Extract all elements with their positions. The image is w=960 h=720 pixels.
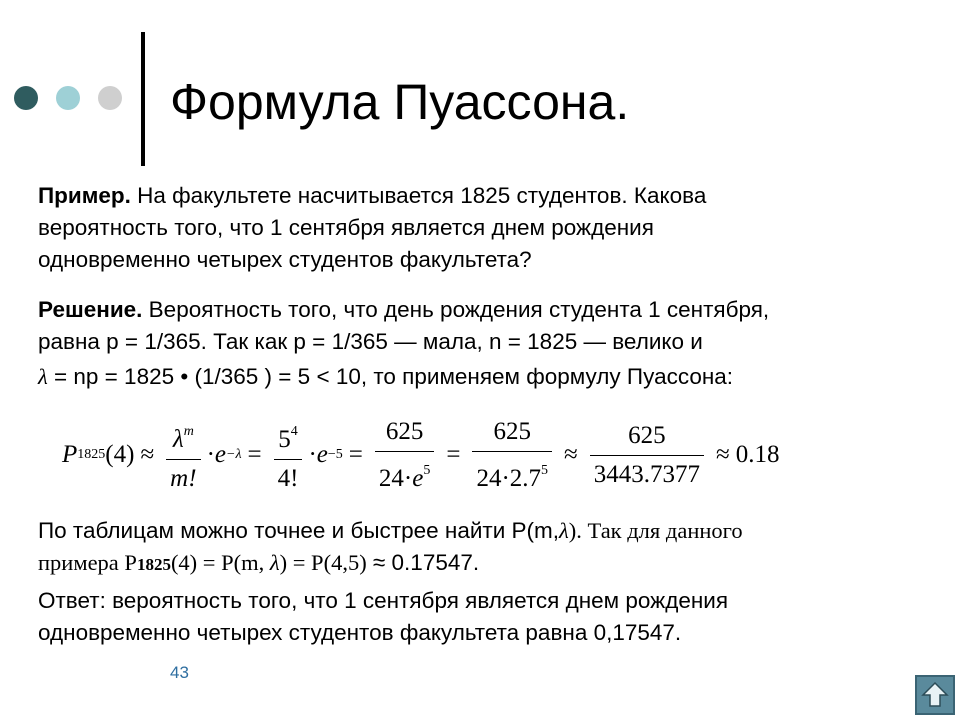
example-line-1: На факультете насчитывается 1825 студентов. Какова: [130, 183, 707, 208]
frac4-dot: ·: [501, 464, 510, 492]
e-2: e: [316, 441, 328, 468]
frac2-num: 5: [278, 425, 291, 453]
solution-line-1: Вероятность того, что день рождения студента 1 сентября,: [142, 297, 770, 322]
solution-label: Решение.: [38, 297, 143, 322]
formula-p: P: [62, 441, 78, 468]
frac-num-lambda: λ: [172, 425, 184, 453]
dot-2: ·: [308, 441, 317, 468]
nav-home-button[interactable]: [915, 675, 955, 715]
slide-title: Формула Пуассона.: [170, 74, 630, 130]
formula-sub: 1825: [77, 447, 106, 462]
eq-1: =: [247, 441, 262, 468]
decor-dots: [14, 86, 122, 110]
eq-2: =: [348, 441, 363, 468]
frac-5-4: [274, 415, 303, 496]
dot-gray: [98, 86, 122, 110]
answer-line-1: Ответ: вероятность того, что 1 сентября является днем рождения: [38, 588, 729, 613]
e-1: e: [214, 441, 226, 468]
frac-625-b: [472, 415, 552, 496]
frac3-num: 625: [385, 417, 424, 445]
formula-result: 0.18: [735, 441, 780, 468]
frac5-num: 625: [628, 421, 666, 449]
frac-den-mfact: m!: [166, 459, 200, 496]
frac3-den-a: 24: [378, 464, 404, 492]
home-up-arrow-icon: [920, 680, 950, 710]
eq-3: =: [446, 441, 461, 468]
approx-sign-2: ≈: [564, 441, 578, 468]
tables-line-2c: ) = P(4,5): [279, 550, 367, 575]
frac3-dot: ·: [403, 464, 413, 492]
tables-line-1a: По таблицам можно точнее и быстрее найти P(m,: [38, 518, 560, 543]
example-line-3: одновременно четырех студентов факультета?: [38, 247, 532, 272]
tables-sub: 1825: [136, 555, 171, 574]
tables-lambda: λ: [559, 518, 569, 543]
approx-sign-1: ≈: [140, 441, 155, 468]
frac-num-exp: m: [183, 423, 194, 439]
frac3-e: e: [412, 464, 424, 492]
formula-arg: (4): [105, 441, 135, 468]
tables-line-2a: примера P: [38, 550, 137, 575]
dot-1: ·: [206, 441, 215, 468]
solution-lambda-line: [38, 361, 938, 393]
answer-paragraph: [38, 585, 938, 649]
solution-line-2: равна p = 1/365. Так как p = 1/365 — мала, n = 1825 — велико и: [38, 329, 703, 354]
frac4-num: 625: [493, 417, 531, 445]
dot-teal: [56, 86, 80, 110]
dot-dark: [14, 86, 38, 110]
frac3-exp: 5: [423, 462, 431, 478]
e-1-exp: −λ: [226, 447, 242, 462]
frac2-num-exp: 4: [290, 423, 298, 439]
frac-625-a: [375, 415, 434, 496]
tables-paragraph: [38, 515, 938, 581]
tables-line-1b: ). Так для данного: [568, 518, 743, 543]
example-label: Пример.: [38, 183, 131, 208]
solution-line-3: = np = 1825 • (1/365 ) = 5 < 10, то применяем формулу Пуассона:: [47, 364, 734, 389]
frac2-den: 4!: [274, 459, 303, 496]
example-line-2: вероятность того, что 1 сентября является днем рождения: [38, 215, 654, 240]
tables-lambda-2: λ: [269, 550, 280, 575]
answer-line-2: одновременно четырех студентов факультета равна 0,17547.: [38, 620, 682, 645]
frac4-den-a: 24: [476, 464, 502, 492]
lambda-symbol: λ: [38, 364, 48, 389]
tables-line-2b: (4) = P(m,: [170, 550, 270, 575]
poisson-formula: [62, 410, 780, 500]
frac5-den: 3443.7377: [590, 455, 704, 492]
e-2-exp: −5: [327, 447, 343, 462]
tables-line-2d: ≈ 0.17547.: [366, 550, 480, 575]
solution-paragraph: [38, 294, 938, 358]
frac4-exp: 5: [541, 462, 549, 478]
example-paragraph: [38, 180, 938, 276]
frac-625-c: [590, 419, 704, 492]
frac-lambda-m: [166, 415, 200, 496]
page-number: 43: [170, 663, 189, 682]
frac4-den-b: 2.7: [509, 464, 542, 492]
title-divider: [141, 32, 145, 166]
approx-sign-3: ≈: [716, 441, 730, 468]
